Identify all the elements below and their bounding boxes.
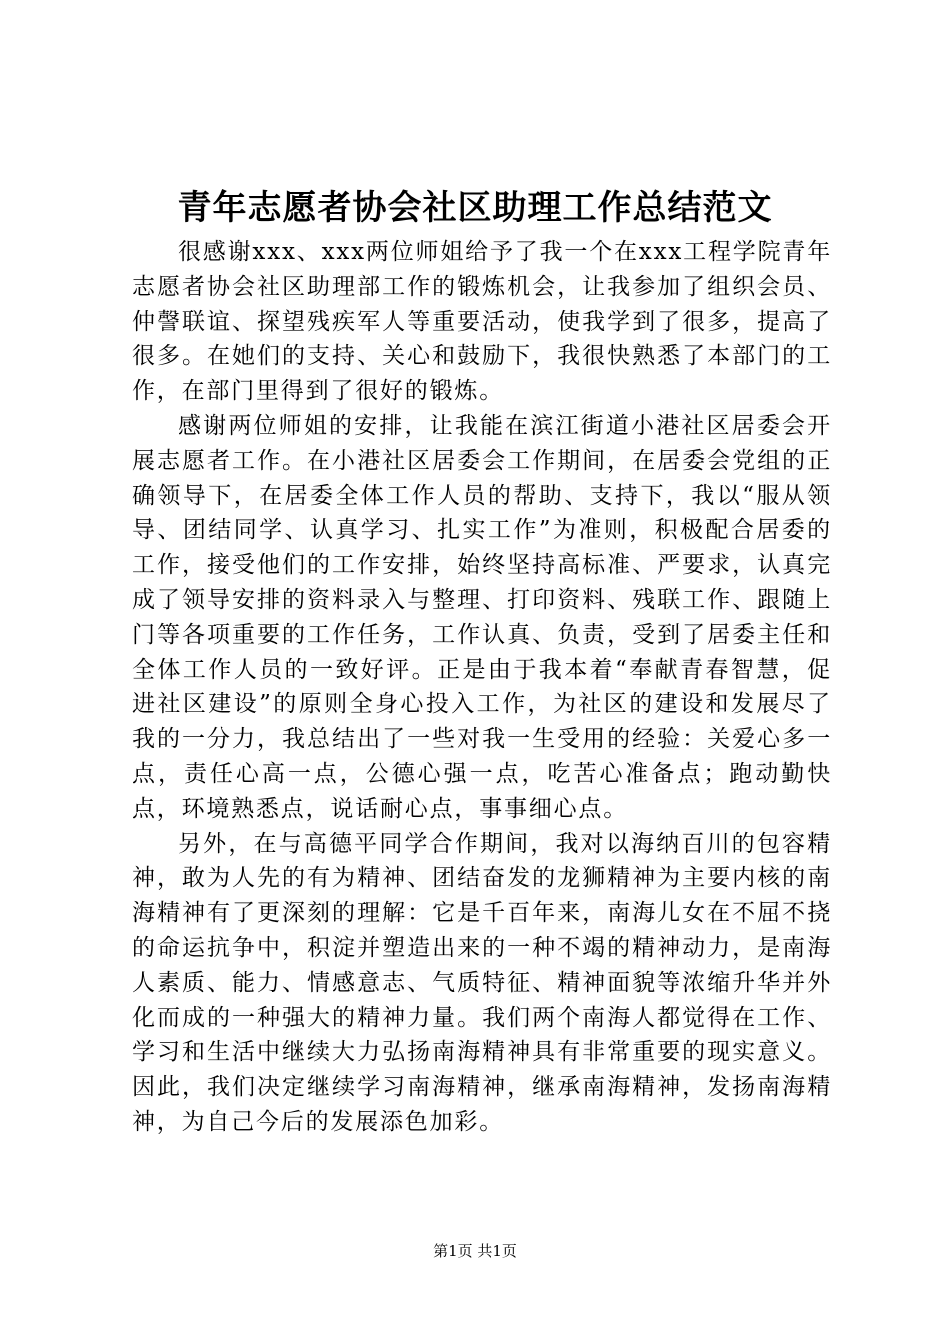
document-body bbox=[132, 235, 832, 1140]
document-title: 青年志愿者协会社区助理工作总结范文 bbox=[177, 188, 773, 228]
paragraph-2: 感谢两位师姐的安排，让我能在滨江街道小港社区居委会开展志愿者工作。在小港社区居委会工作期间，在居委会党组的正确领导下，在居委全体工作人员的帮助、支持下，我以“服从领导、团结同学、认真学习、扎实工作”为准则，积极配合居委的工作，接受他们的工作安排，始终坚持高标准、严要求，认真完成了领导安排的资料录入与整理、打印资料、残联工作、跟随上门等各项重要的工作任务，工作认真、负责，受到了居委主任和全体工作人员的一致好评。正是由于我本着“奉献青春智慧，促进社区建设”的原则全身心投入工作，为社区的建设和发展尽了我的一分力，我总结出了一些对我一生受用的经验：关爱心多一点，责任心高一点，公德心强一点，吃苦心准备点；跑动勤快点，环境熟悉点，说话耐心点，事事细心点。 bbox=[132, 412, 832, 822]
paragraph-1: 很感谢xxx、xxx两位师姐给予了我一个在xxx工程学院青年志愿者协会社区助理部工作的锻炼机会，让我参加了组织会员、仲謦联谊、探望残疾军人等重要活动，使我学到了很多，提高了很多。在她们的支持、关心和鼓励下，我很快熟悉了本部门的工作，在部门里得到了很好的锻炼。 bbox=[132, 239, 832, 405]
page-footer: 第1页 共1页 bbox=[433, 1242, 517, 1260]
paragraph-3: 另外，在与高德平同学合作期间，我对以海纳百川的包容精神，敢为人先的有为精神、团结奋发的龙狮精神为主要内核的南海精神有了更深刻的理解：它是千百年来，南海儿女在不屈不挠的命运抗争中，积淀并塑造出来的一种不竭的精神动力，是南海人素质、能力、情感意志、气质特征、精神面貌等浓缩升华并外化而成的一种强大的精神力量。我们两个南海人都觉得在工作、学习和生活中继续大力弘扬南海精神具有非常重要的现实意义。因此，我们决定继续学习南海精神，继承南海精神，发扬南海精神，为自己今后的发展添色加彩。 bbox=[132, 830, 832, 1135]
